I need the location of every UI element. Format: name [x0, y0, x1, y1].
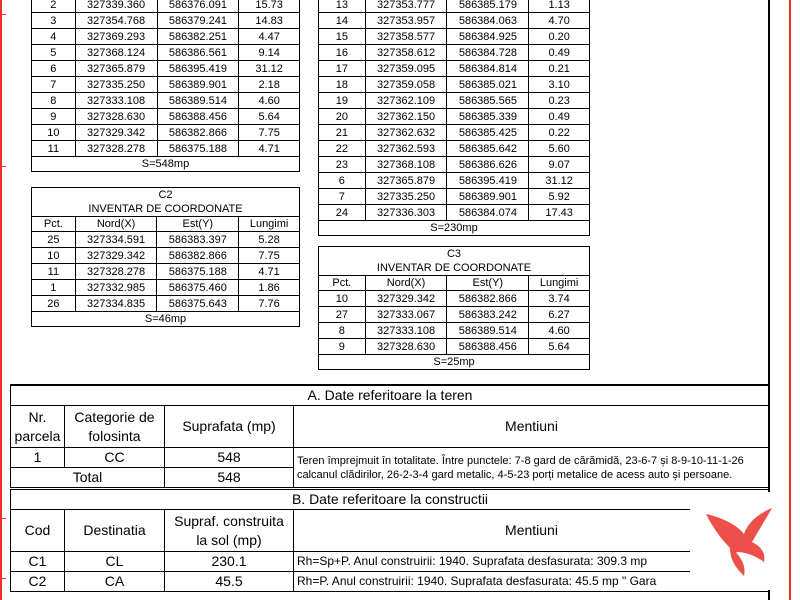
length: 9.07	[529, 157, 590, 173]
area-label: S=25mp	[319, 355, 590, 370]
est-y: 586384.063	[447, 13, 529, 29]
table-row	[319, 173, 590, 189]
length: 6.27	[529, 307, 590, 323]
nord-x: 327334.591	[75, 232, 157, 248]
est-y: 586385.565	[447, 93, 529, 109]
table-row	[319, 109, 590, 125]
est-y: 586389.514	[157, 93, 239, 109]
table-row	[32, 61, 300, 77]
area-label: S=548mp	[32, 157, 300, 172]
table-row	[319, 77, 590, 93]
table-row	[32, 280, 300, 296]
table-row	[319, 307, 590, 323]
est-y: 586385.021	[447, 77, 529, 93]
point-id: 25	[32, 232, 76, 248]
length: 0.23	[529, 93, 590, 109]
nord-x: 327328.630	[75, 109, 157, 125]
construction-row	[11, 552, 770, 572]
est-y: 586385.642	[447, 141, 529, 157]
nord-x: 327334.835	[75, 296, 157, 312]
length: 4.71	[239, 264, 300, 280]
point-id: 11	[32, 141, 76, 157]
table-row	[32, 13, 300, 29]
col-header-point: Pct.	[319, 276, 366, 291]
bird-logo-icon	[690, 492, 788, 590]
length: 17.43	[529, 205, 590, 221]
est-y: 586385.339	[447, 109, 529, 125]
length: 5.64	[239, 109, 300, 125]
est-y: 586382.866	[447, 291, 529, 307]
point-id: 18	[319, 77, 366, 93]
construction-area: 45.5	[165, 572, 294, 592]
table-title: C3	[319, 247, 590, 262]
construction-data-table	[10, 489, 770, 592]
nord-x: 327365.879	[365, 173, 447, 189]
col-header-notes: Mentiuni	[294, 406, 770, 448]
construction-notes: Rh=Sp+P. Anul construirii: 1940. Suprafata desfasurata: 309.3 mp	[294, 552, 770, 572]
coord-table-c1-left	[31, 0, 300, 172]
table-row	[32, 45, 300, 61]
length: 4.47	[239, 29, 300, 45]
nord-x: 327358.577	[365, 29, 447, 45]
point-id: 6	[319, 173, 366, 189]
length: 0.21	[529, 61, 590, 77]
point-id: 10	[319, 291, 366, 307]
length: 7.75	[239, 125, 300, 141]
est-y: 586395.419	[447, 173, 529, 189]
left-margin-tick	[0, 166, 6, 167]
table-row	[319, 45, 590, 61]
nord-x: 327335.250	[75, 77, 157, 93]
table-row	[319, 125, 590, 141]
coord-table-c1-right	[318, 0, 590, 236]
point-id: 10	[32, 248, 76, 264]
table-row	[319, 0, 590, 13]
construction-destination: CA	[65, 572, 165, 592]
point-id: 14	[319, 13, 366, 29]
length: 4.60	[239, 93, 300, 109]
nord-x: 327329.342	[75, 248, 157, 264]
est-y: 586385.425	[447, 125, 529, 141]
area-label: S=230mp	[319, 221, 590, 236]
nord-x: 327335.250	[365, 189, 447, 205]
table-row	[319, 339, 590, 355]
total-value: 548	[165, 468, 294, 488]
est-y: 586382.866	[157, 248, 239, 264]
point-id: 9	[319, 339, 366, 355]
col-header-est: Est(Y)	[447, 276, 529, 291]
nord-x: 327336.303	[365, 205, 447, 221]
table-row	[319, 93, 590, 109]
nord-x: 327332.985	[75, 280, 157, 296]
table-row	[32, 232, 300, 248]
length: 4.70	[529, 13, 590, 29]
table-row	[319, 189, 590, 205]
nord-x: 327365.879	[75, 61, 157, 77]
point-id: 7	[319, 189, 366, 205]
col-header-length: Lungimi	[529, 276, 590, 291]
col-header-point: Pct.	[32, 217, 76, 232]
est-y: 586386.561	[157, 45, 239, 61]
est-y: 586375.460	[157, 280, 239, 296]
right-margin-line	[789, 0, 791, 600]
length: 4.60	[529, 323, 590, 339]
est-y: 586383.397	[157, 232, 239, 248]
parcel-nr: 1	[11, 448, 65, 468]
table-subtitle: INVENTAR DE COORDONATE	[319, 261, 590, 276]
length: 14.83	[239, 13, 300, 29]
coord-table-c2	[31, 187, 300, 327]
point-id: 19	[319, 93, 366, 109]
nord-x: 327359.095	[365, 61, 447, 77]
section-title-land: A. Date referitoare la teren	[11, 385, 770, 406]
length: 2.18	[239, 77, 300, 93]
nord-x: 327353.777	[365, 0, 447, 13]
parcel-category: CC	[65, 448, 165, 468]
nord-x: 327328.630	[365, 339, 447, 355]
col-header-length: Lungimi	[239, 217, 300, 232]
point-id: 26	[32, 296, 76, 312]
nord-x: 327333.067	[365, 307, 447, 323]
table-row	[32, 93, 300, 109]
construction-code: C2	[11, 572, 65, 592]
nord-x: 327333.108	[75, 93, 157, 109]
est-y: 586383.242	[447, 307, 529, 323]
nord-x: 327369.293	[75, 29, 157, 45]
section-title-construction: B. Date referitoare la constructii	[11, 490, 770, 510]
nord-x: 327333.108	[365, 323, 447, 339]
length: 7.76	[239, 296, 300, 312]
length: 31.12	[529, 173, 590, 189]
nord-x: 327329.342	[365, 291, 447, 307]
point-id: 3	[32, 13, 76, 29]
length: 0.20	[529, 29, 590, 45]
point-id: 8	[32, 93, 76, 109]
point-id: 6	[32, 61, 76, 77]
left-margin-line	[0, 0, 2, 600]
est-y: 586385.179	[447, 0, 529, 13]
construction-notes: Rh=P. Anul construirii: 1940. Suprafata desfasurata: 45.5 mp " Gara	[294, 572, 770, 592]
length: 0.49	[529, 109, 590, 125]
table-row	[319, 157, 590, 173]
table-row	[32, 0, 300, 13]
col-header-area: Suprafata (mp)	[165, 406, 294, 448]
land-data-table	[10, 384, 770, 488]
nord-x: 327368.108	[365, 157, 447, 173]
est-y: 586375.643	[157, 296, 239, 312]
length: 4.71	[239, 141, 300, 157]
est-y: 586389.901	[157, 77, 239, 93]
point-id: 9	[32, 109, 76, 125]
est-y: 586384.728	[447, 45, 529, 61]
left-margin-tick	[0, 578, 6, 579]
table-row	[32, 109, 300, 125]
est-y: 586379.241	[157, 13, 239, 29]
col-header-category: Categorie de folosinta	[65, 406, 165, 448]
length: 3.74	[529, 291, 590, 307]
point-id: 13	[319, 0, 366, 13]
length: 3.10	[529, 77, 590, 93]
est-y: 586388.456	[447, 339, 529, 355]
col-header-nord: Nord(X)	[365, 276, 447, 291]
length: 5.28	[239, 232, 300, 248]
table-row	[32, 264, 300, 280]
est-y: 586389.514	[447, 323, 529, 339]
table-row	[319, 323, 590, 339]
est-y: 586388.456	[157, 109, 239, 125]
table-row	[319, 141, 590, 157]
point-id: 5	[32, 45, 76, 61]
point-id: 7	[32, 77, 76, 93]
nord-x: 327328.278	[75, 264, 157, 280]
table-row	[32, 29, 300, 45]
point-id: 16	[319, 45, 366, 61]
construction-row	[11, 572, 770, 592]
col-header-destination: Destinatia	[65, 510, 165, 552]
est-y: 586386.626	[447, 157, 529, 173]
est-y: 586395.419	[157, 61, 239, 77]
parcel-area: 548	[165, 448, 294, 468]
length: 31.12	[239, 61, 300, 77]
point-id: 20	[319, 109, 366, 125]
nord-x: 327368.124	[75, 45, 157, 61]
construction-destination: CL	[65, 552, 165, 572]
length: 5.60	[529, 141, 590, 157]
table-row	[319, 291, 590, 307]
est-y: 586384.074	[447, 205, 529, 221]
point-id: 15	[319, 29, 366, 45]
col-header-parcel-nr: Nr. parcela	[11, 406, 65, 448]
col-header-notes: Mentiuni	[294, 510, 770, 552]
length: 1.13	[529, 0, 590, 13]
nord-x: 327328.278	[75, 141, 157, 157]
nord-x: 327354.768	[75, 13, 157, 29]
col-header-code: Cod	[11, 510, 65, 552]
table-title: C2	[32, 188, 300, 203]
parcel-notes: Teren împrejmuit în totalitate. Între punctele: 7-8 gard de cărămidă, 23-6-7 și 8-9-10-11-1-26 calcanul clădirilor, 26-2-3-4 gard metalic, 4-5-23 porți metalice de acess auto și persoane.	[294, 448, 770, 488]
table-row	[32, 248, 300, 264]
est-y: 586389.901	[447, 189, 529, 205]
point-id: 4	[32, 29, 76, 45]
length: 7.75	[239, 248, 300, 264]
point-id: 10	[32, 125, 76, 141]
col-header-nord: Nord(X)	[75, 217, 157, 232]
left-margin-tick	[0, 518, 6, 519]
length: 1.86	[239, 280, 300, 296]
nord-x: 327358.612	[365, 45, 447, 61]
nord-x: 327329.342	[75, 125, 157, 141]
col-header-built-area: Supraf. construita la sol (mp)	[165, 510, 294, 552]
table-row	[32, 296, 300, 312]
nord-x: 327353.957	[365, 13, 447, 29]
construction-code: C1	[11, 552, 65, 572]
length: 5.92	[529, 189, 590, 205]
nord-x: 327362.109	[365, 93, 447, 109]
table-row	[32, 77, 300, 93]
left-margin-tick	[0, 14, 6, 15]
est-y: 586382.251	[157, 29, 239, 45]
watermark-logo	[690, 492, 788, 590]
coord-table-c3	[318, 246, 590, 370]
point-id: 23	[319, 157, 366, 173]
length: 0.49	[529, 45, 590, 61]
length: 9.14	[239, 45, 300, 61]
length: 15.73	[239, 0, 300, 13]
total-label: Total	[11, 468, 165, 488]
point-id: 24	[319, 205, 366, 221]
nord-x: 327359.058	[365, 77, 447, 93]
point-id: 22	[319, 141, 366, 157]
point-id: 27	[319, 307, 366, 323]
table-row	[319, 13, 590, 29]
est-y: 586384.814	[447, 61, 529, 77]
area-label: S=46mp	[32, 312, 300, 327]
table-subtitle: INVENTAR DE COORDONATE	[32, 202, 300, 217]
length: 5.64	[529, 339, 590, 355]
col-header-est: Est(Y)	[157, 217, 239, 232]
point-id: 11	[32, 264, 76, 280]
est-y: 586375.188	[157, 141, 239, 157]
nord-x: 327362.150	[365, 109, 447, 125]
table-row	[319, 29, 590, 45]
table-row	[32, 141, 300, 157]
point-id: 2	[32, 0, 76, 13]
est-y: 586375.188	[157, 264, 239, 280]
table-row	[32, 125, 300, 141]
est-y: 586376.091	[157, 0, 239, 13]
est-y: 586384.925	[447, 29, 529, 45]
table-row	[319, 205, 590, 221]
table-row	[319, 61, 590, 77]
est-y: 586382.866	[157, 125, 239, 141]
construction-area: 230.1	[165, 552, 294, 572]
nord-x: 327339.360	[75, 0, 157, 13]
point-id: 8	[319, 323, 366, 339]
nord-x: 327362.632	[365, 125, 447, 141]
nord-x: 327362.593	[365, 141, 447, 157]
point-id: 1	[32, 280, 76, 296]
point-id: 17	[319, 61, 366, 77]
length: 0.22	[529, 125, 590, 141]
point-id: 21	[319, 125, 366, 141]
